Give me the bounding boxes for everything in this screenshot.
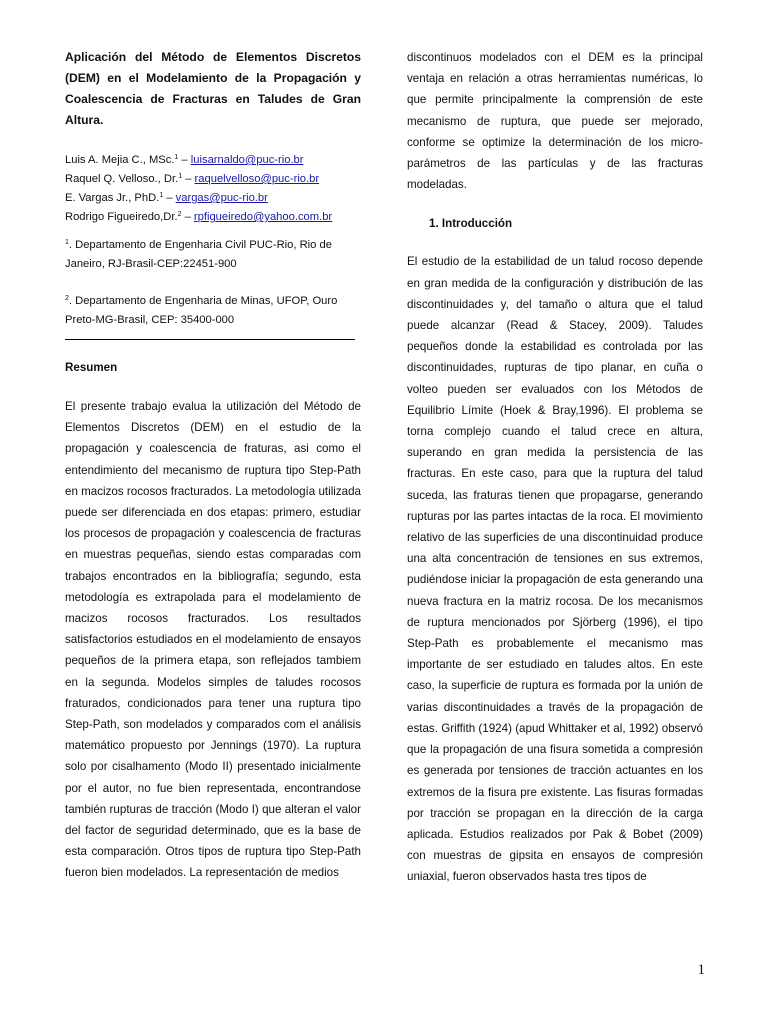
author-name: Rodrigo Figueiredo,Dr. <box>65 211 178 223</box>
author-email-link[interactable]: vargas@puc-rio.br <box>175 192 268 204</box>
affiliation-mark: 2 <box>65 295 69 302</box>
affiliation-list <box>65 236 361 330</box>
author-list <box>65 151 361 227</box>
author-name: Luis A. Mejia C., MSc. <box>65 154 175 166</box>
author-separator: – <box>182 173 195 185</box>
header-divider <box>65 339 355 340</box>
introduction-heading: 1. Introducción <box>429 217 513 231</box>
author-line <box>65 151 361 170</box>
author-name: Raquel Q. Velloso., Dr. <box>65 173 179 185</box>
author-affiliation-mark: 2 <box>177 211 182 218</box>
left-column <box>65 47 361 884</box>
paper-title: Aplicación del Método de Elementos Discretos (DEM) en el Modelamiento de la Propagación y Coalescencia de Fracturas en Taludes de Gran Altura. <box>65 50 361 127</box>
author-line <box>65 189 361 208</box>
author-name: E. Vargas Jr., PhD. <box>65 192 160 204</box>
author-separator: – <box>178 154 191 166</box>
author-email-link[interactable]: luisarnaldo@puc-rio.br <box>190 154 304 166</box>
page-number: 1 <box>697 962 705 978</box>
affiliation <box>65 292 361 330</box>
author-affiliation-mark: 1 <box>174 154 179 161</box>
author-line <box>65 208 361 227</box>
abstract-paragraph: El presente trabajo evalua la utilización del Método de Elementos Discretos (DEM) en el estudio de la propagación y coalescencia de fraturas, asi como el entendimiento del mecanismo de ruptura tipo Step-Path en macizos rocosos fracturados. La metodología utilizada puede ser diferenciada en dos etapas: primero, estudiar los procesos de propagación y coalescencia de fracturas en muestras pequeñas, siendo estas comparadas com trabajos encontrados en la bibliografía; segundo, esta metodología es extrapolada para el modelamiento de macizos rocosos fracturados. Los resultados satisfactorios estudiados en el modelamiento de ensayos pequeños de la primera etapa, son reflejados tambiem en la segunda. Modelos simples de taludes rocosos fraturados, condicionados para tener una ruptura tipo Step-Path, son modelados y comparados com el análisis matemático propuesto por Jennings (1970). La ruptura solo por cisalhamento (Modo II) presentado inicialmente por el autor, no fue bien representada, encontrandose también rupturas de tracción (Modo I) que alteran el valor del factor de seguridad determinado, que es la base de esta comparación. Otros tipos de ruptura tipo Step-Path fueron bien modelados. La representación de medios <box>65 400 361 880</box>
author-email-link[interactable]: rpfigueiredo@yahoo.com.br <box>193 211 333 223</box>
affiliation-text: . Departamento de Engenharia de Minas, UFOP, Ouro Preto-MG-Brasil, CEP: 35400-000 <box>65 295 338 326</box>
author-separator: – <box>181 211 194 223</box>
abstract-heading: Resumen <box>65 361 118 374</box>
author-email-link[interactable]: raquelvelloso@puc-rio.br <box>194 173 320 185</box>
right-column <box>407 47 703 888</box>
affiliation-mark: 1 <box>65 239 69 246</box>
author-affiliation-mark: 1 <box>178 173 183 180</box>
introduction-paragraph: El estudio de la estabilidad de un talud rocoso depende en gran medida de la configuración y distribución de las discontinuidades y, del tamaño o altura que el talud puede alcanzar (Read & Stacey, 2009). Taludes pequeños donde la estabilidad es controlada por las discontinuidades, rupturas de tipo planar, en cuña o volteo pueden ser evaluados con los Métodos de Equilibrio Límite (Hoek & Bray,1996). El problema se torna complejo cuando el talud crece en altura, superando en gran medida la persistencia de las fracturas. En este caso, para que la ruptura del talud suceda, las fraturas tienen que propagarse, generando rupturas por las partes intactas de la roca. El movimiento relativo de las superficies de una discontinuidad produce una alta concentración de tensiones en sus extremos, pudiéndose iniciar la propagación de esta generando una nueva fractura en la matriz rocosa. De los mecanismos de ruptura mencionados por Sjörberg (1996), el tipo Step-Path es probablemente el mecanismo mas importante de ser estudiado en taludes altos. En este caso, la superficie de ruptura es formada por la unión de varias discontinuidades a través de la propagación de estas. Griffith (1924) (apud Whittaker et al, 1992) observó que la propagación de una fisura sometida a compresión es generada por tensiones de tracción actuantes en los extremos de la fisura pre existente. Las fisuras formadas por tracción se propagan en la dirección de la carga aplicada. Estudios realizados por Pak & Bobet (2009) con muestras de gipsita en ensayos de compresión uniaxial, fueron observados hasta tres tipos de <box>407 255 703 884</box>
abstract-continuation: discontinuos modelados con el DEM es la principal ventaja en relación a otras herramientas numéricas, lo que permite principalmente la comprensión de este mecanismo de ruptura, que puede ser mejorado, conforme se optimize la determinación de los micro-parámetros de las partículas y de las fracturas modeladas. <box>407 51 703 192</box>
author-separator: – <box>163 192 176 204</box>
author-affiliation-mark: 1 <box>159 192 164 199</box>
affiliation <box>65 236 361 274</box>
affiliation-text: . Departamento de Engenharia Civil PUC-Rio, Rio de Janeiro, RJ-Brasil-CEP:22451-900 <box>65 239 332 270</box>
author-line <box>65 170 361 189</box>
